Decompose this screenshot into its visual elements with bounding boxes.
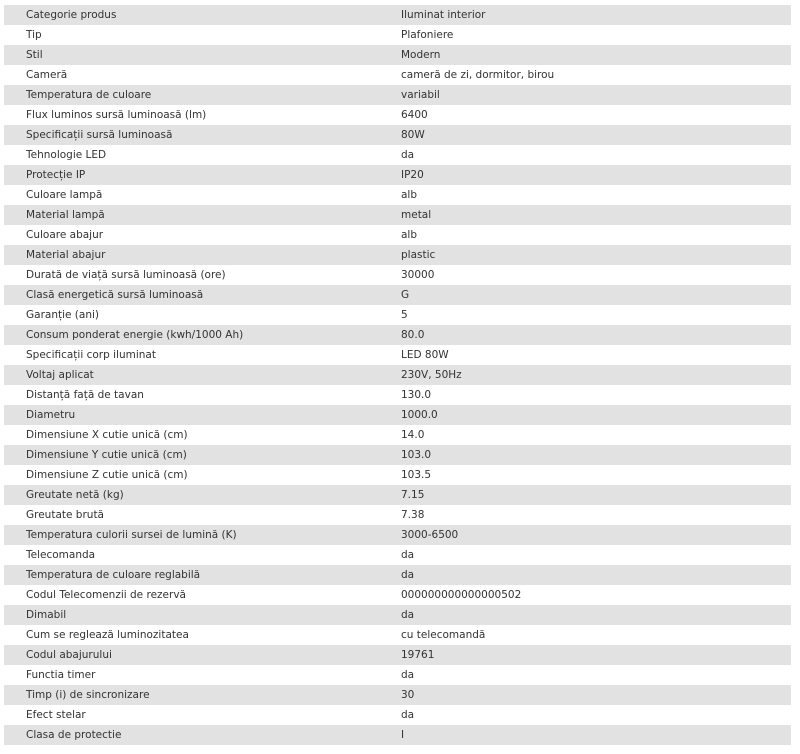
spec-row — [4, 245, 791, 265]
spec-value: alb — [401, 185, 791, 205]
spec-row — [4, 45, 791, 65]
spec-row — [4, 505, 791, 525]
spec-value: da — [401, 665, 791, 685]
spec-label: Efect stelar — [4, 705, 401, 725]
spec-row — [4, 285, 791, 305]
spec-label: Cameră — [4, 65, 401, 85]
spec-label: Dimabil — [4, 605, 401, 625]
spec-row — [4, 105, 791, 125]
spec-label: Timp (i) de sincronizare — [4, 685, 401, 705]
spec-label: Functia timer — [4, 665, 401, 685]
spec-value: 130.0 — [401, 385, 791, 405]
spec-row — [4, 265, 791, 285]
spec-label: Codul Telecomenzii de rezervă — [4, 585, 401, 605]
spec-row — [4, 725, 791, 745]
spec-row — [4, 225, 791, 245]
spec-value: 80.0 — [401, 325, 791, 345]
spec-row — [4, 425, 791, 445]
spec-label: Culoare lampă — [4, 185, 401, 205]
spec-label: Specificații sursă luminoasă — [4, 125, 401, 145]
spec-row — [4, 345, 791, 365]
spec-row — [4, 125, 791, 145]
spec-value: plastic — [401, 245, 791, 265]
spec-row — [4, 665, 791, 685]
spec-label: Durată de viață sursă luminoasă (ore) — [4, 265, 401, 285]
spec-value: 103.0 — [401, 445, 791, 465]
spec-label: Garanție (ani) — [4, 305, 401, 325]
spec-value: 7.15 — [401, 485, 791, 505]
spec-value: 7.38 — [401, 505, 791, 525]
spec-row — [4, 565, 791, 585]
spec-row — [4, 405, 791, 425]
spec-row — [4, 485, 791, 505]
spec-value: 5 — [401, 305, 791, 325]
spec-row — [4, 605, 791, 625]
spec-value: 6400 — [401, 105, 791, 125]
spec-row — [4, 685, 791, 705]
spec-value: G — [401, 285, 791, 305]
spec-value: metal — [401, 205, 791, 225]
spec-row — [4, 305, 791, 325]
spec-row — [4, 585, 791, 605]
spec-value: da — [401, 705, 791, 725]
spec-value: 80W — [401, 125, 791, 145]
spec-value: Modern — [401, 45, 791, 65]
spec-label: Culoare abajur — [4, 225, 401, 245]
spec-row — [4, 625, 791, 645]
spec-label: Specificații corp iluminat — [4, 345, 401, 365]
spec-label: Temperatura culorii sursei de lumină (K) — [4, 525, 401, 545]
spec-value: variabil — [401, 85, 791, 105]
spec-value: 30000 — [401, 265, 791, 285]
spec-value: da — [401, 605, 791, 625]
specifications-body — [4, 5, 791, 745]
spec-row — [4, 545, 791, 565]
spec-label: Protecție IP — [4, 165, 401, 185]
spec-row — [4, 325, 791, 345]
spec-value: cu telecomandă — [401, 625, 791, 645]
spec-row — [4, 365, 791, 385]
spec-row — [4, 465, 791, 485]
spec-row — [4, 165, 791, 185]
spec-value: 30 — [401, 685, 791, 705]
spec-value: cameră de zi, dormitor, birou — [401, 65, 791, 85]
spec-label: Distanță față de tavan — [4, 385, 401, 405]
spec-row — [4, 185, 791, 205]
spec-label: Categorie produs — [4, 5, 401, 25]
spec-value: 000000000000000502 — [401, 585, 791, 605]
spec-label: Clasă energetică sursă luminoasă — [4, 285, 401, 305]
spec-value: I — [401, 725, 791, 745]
spec-label: Dimensiune Z cutie unică (cm) — [4, 465, 401, 485]
spec-value: 103.5 — [401, 465, 791, 485]
spec-row — [4, 65, 791, 85]
spec-value: da — [401, 545, 791, 565]
spec-value: Iluminat interior — [401, 5, 791, 25]
spec-value: alb — [401, 225, 791, 245]
spec-label: Codul abajurului — [4, 645, 401, 665]
spec-label: Temperatura de culoare reglabilă — [4, 565, 401, 585]
spec-label: Cum se reglează luminozitatea — [4, 625, 401, 645]
spec-value: 230V, 50Hz — [401, 365, 791, 385]
spec-label: Voltaj aplicat — [4, 365, 401, 385]
spec-row — [4, 25, 791, 45]
spec-label: Clasa de protectie — [4, 725, 401, 745]
spec-value: Plafoniere — [401, 25, 791, 45]
spec-row — [4, 645, 791, 665]
spec-label: Stil — [4, 45, 401, 65]
spec-label: Tip — [4, 25, 401, 45]
spec-label: Temperatura de culoare — [4, 85, 401, 105]
spec-label: Diametru — [4, 405, 401, 425]
specifications-table — [4, 5, 791, 745]
spec-label: Tehnologie LED — [4, 145, 401, 165]
spec-label: Flux luminos sursă luminoasă (lm) — [4, 105, 401, 125]
spec-label: Dimensiune Y cutie unică (cm) — [4, 445, 401, 465]
spec-label: Consum ponderat energie (kwh/1000 Ah) — [4, 325, 401, 345]
spec-row — [4, 525, 791, 545]
spec-label: Greutate brută — [4, 505, 401, 525]
spec-row — [4, 445, 791, 465]
spec-value: 3000-6500 — [401, 525, 791, 545]
spec-value: 14.0 — [401, 425, 791, 445]
spec-label: Material lampă — [4, 205, 401, 225]
spec-label: Material abajur — [4, 245, 401, 265]
spec-label: Dimensiune X cutie unică (cm) — [4, 425, 401, 445]
spec-value: LED 80W — [401, 345, 791, 365]
spec-label: Telecomanda — [4, 545, 401, 565]
spec-value: da — [401, 145, 791, 165]
spec-row — [4, 145, 791, 165]
spec-value: 19761 — [401, 645, 791, 665]
spec-row — [4, 85, 791, 105]
spec-row — [4, 5, 791, 25]
spec-value: 1000.0 — [401, 405, 791, 425]
spec-value: IP20 — [401, 165, 791, 185]
spec-row — [4, 205, 791, 225]
spec-row — [4, 385, 791, 405]
spec-label: Greutate netă (kg) — [4, 485, 401, 505]
spec-row — [4, 705, 791, 725]
spec-value: da — [401, 565, 791, 585]
